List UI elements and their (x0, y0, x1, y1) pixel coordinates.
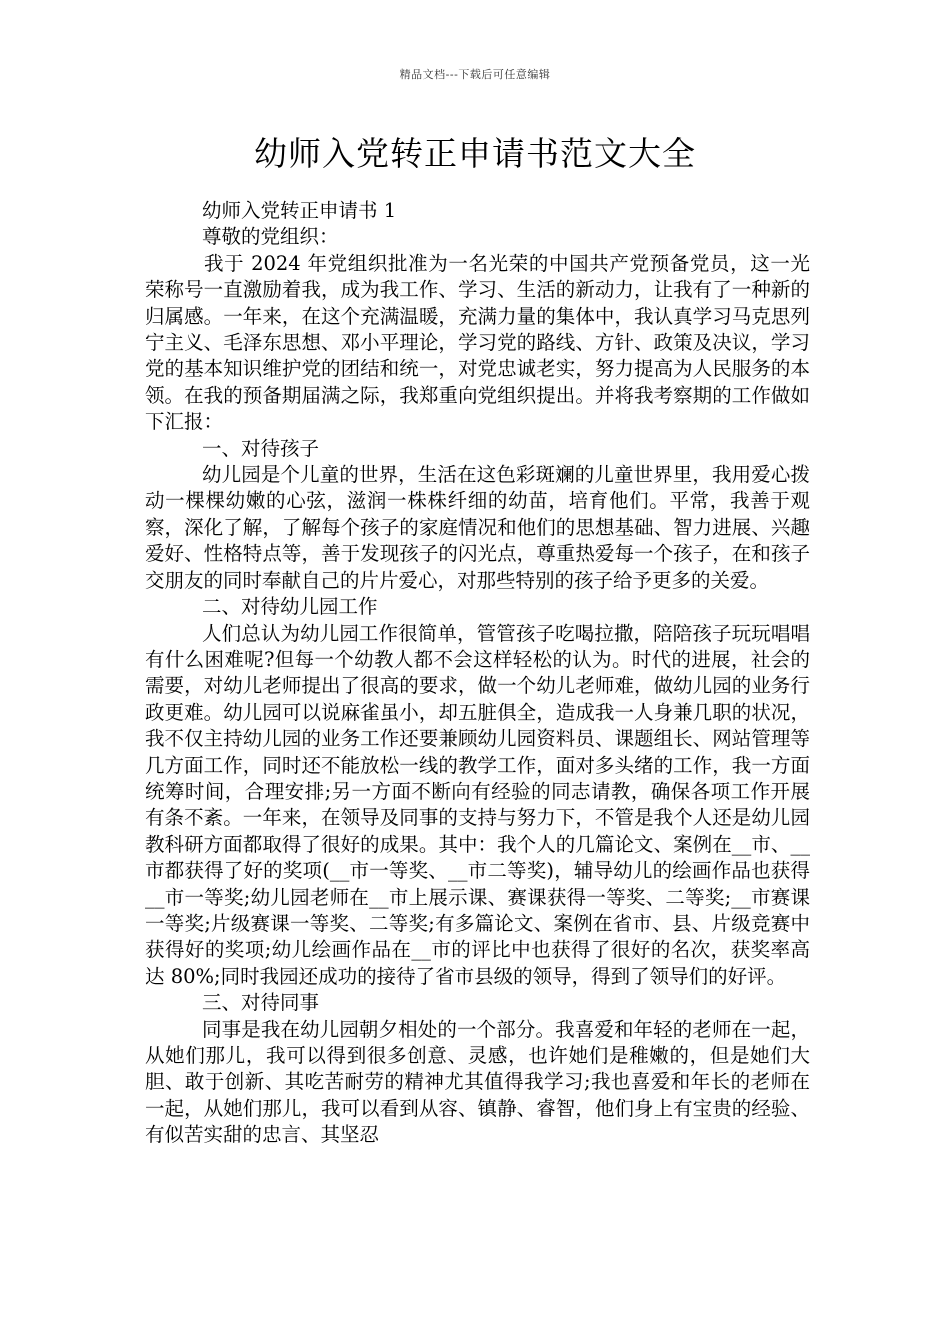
salutation: 尊敬的党组织： (202, 225, 339, 249)
section-paragraph-children: 幼儿园是个儿童的世界，生活在这色彩斑斓的儿童世界里，我用爱心拨动一棵棵幼嫩的心弦，滋润一株株纤细的幼苗，培育他们。平常，我善于观察，深化了解，了解每个孩子的家庭情况和他们的思想基础、智力进展、兴趣爱好、性格特点等，善于发现孩子的闪光点，尊重热爱每一个孩子，在和孩子交朋友的同时奉献自己的片片爱心，对那些特别的孩子给予更多的关爱。 (145, 463, 810, 592)
section-heading-colleagues: 三、对待同事 (202, 991, 320, 1015)
document-body (145, 198, 810, 1149)
section-paragraph-colleagues: 同事是我在幼儿园朝夕相处的一个部分。我喜爱和年轻的老师在一起，从她们那儿，我可以得到很多创意、灵感，也许她们是稚嫩的，但是她们大胆、敢于创新、其吃苦耐劳的精神尤其值得我学习;我也喜爱和年长的老师在一起，从她们那儿，我可以看到从容、镇静、睿智，他们身上有宝贵的经验、有似苦实甜的忠言、其坚忍 (145, 1017, 810, 1147)
section-heading-kindergarten-work: 二、对待幼儿园工作 (202, 595, 378, 619)
document-title: 幼师入党转正申请书范文大全 (254, 134, 696, 173)
intro-paragraph: 我于 2024 年党组织批准为一名光荣的中国共产党预备党员，这一光荣称号一直激励着我，成为我工作、学习、生活的新动力，让我有了一种新的归属感。一年来，在这个充满温暖，充满力量的集体中，我认真学习马克思列宁主义、毛泽东思想、邓小平理论，学习党的路线、方针、政策及决议，学习党的基本知识维护党的团结和统一，对党忠诚老实，努力提高为人民服务的本领。在我的预备期届满之际，我郑重向党组织提出。并将我考察期的工作做如下汇报： (145, 251, 810, 434)
document-subtitle: 幼师入党转正申请书 1 (202, 199, 397, 222)
page-header-note: 精品文档---下载后可任意编辑 (399, 68, 551, 81)
section-heading-children: 一、对待孩子 (202, 436, 320, 460)
section-paragraph-kindergarten-work: 人们总认为幼儿园工作很简单，管管孩子吃喝拉撒，陪陪孩子玩玩唱唱有什么困难呢?但每一个幼教人都不会这样轻松的认为。时代的进展，社会的需要，对幼儿老师提出了很高的要求，做一个幼儿老师难，做幼儿园的业务行政更难。幼儿园可以说麻雀虽小，却五脏俱全，造成我一人身兼几职的状况，我不仅主持幼儿园的业务工作还要兼顾幼儿园资料员、课题组长、网站管理等几方面工作，同时还不能放松一线的教学工作，面对多头绪的工作，我一方面统筹时间，合理安排;另一方面不断向有经验的同志请教，确保各项工作开展有条不紊。一年来，在领导及同事的支持与努力下，不管是我个人还是幼儿园教科研方面都取得了很好的成果。其中：我个人的几篇论文、案例在__市、__市都获得了好的奖项(__市一等奖、__市二等奖)，辅导幼儿的绘画作品也获得__市一等奖;幼儿园老师在__市上展示课、赛课获得一等奖、二等奖;__市赛课一等奖;片级赛课一等奖、二等奖;有多篇论文、案例在省市、县、片级竞赛中获得好的奖项;幼儿绘画作品在__市的评比中也获得了很好的名次，获奖率高达 80%;同时我园还成功的接待了省市县级的领导，得到了领导们的好评。 (145, 621, 810, 988)
